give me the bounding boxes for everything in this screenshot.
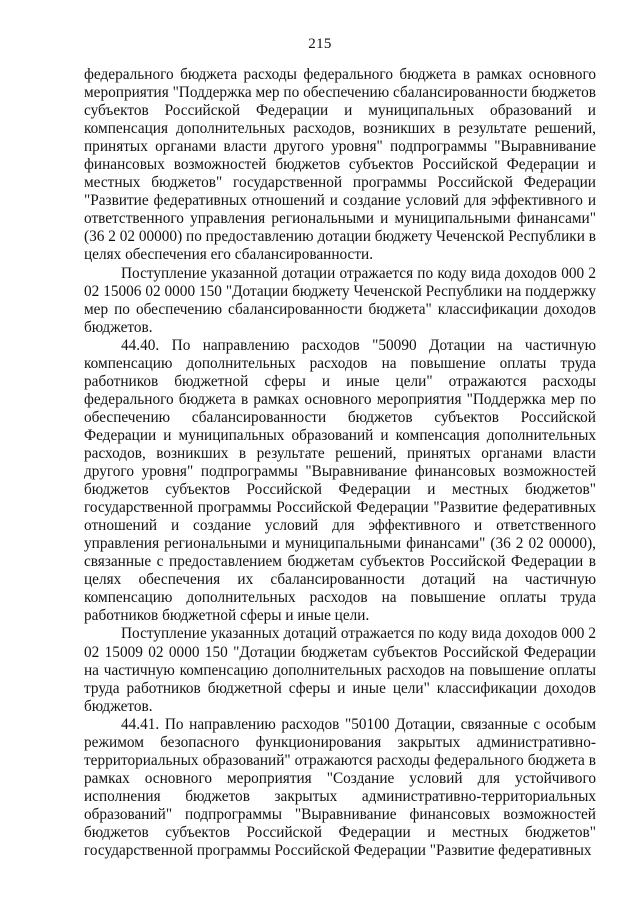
paragraph-revenue-code-15006: Поступление указанной дотации отражается по коду вида доходов 000 2 02 15006 02 0000 150 "Дотации бюджету Чеченской Республики на поддержку мер по обеспечению сбалансированности бюджета" классификации доходов бюджетов. bbox=[84, 264, 596, 336]
paragraph-revenue-code-15009: Поступление указанных дотаций отражается по коду вида доходов 000 2 02 15009 02 0000 150 "Дотации бюджетам субъектов Российской Федерации на частичную компенсацию дополнительных расходов на повышение оплаты труда работников бюджетной сферы и иные цели" классификации доходов бюджетов. bbox=[84, 625, 596, 715]
paragraph-section-44-40: 44.40. По направлению расходов "50090 Дотации на частичную компенсацию дополнительных расходов на повышение оплаты труда работников бюджетной сферы и иные цели" отражаются расходы федерального бюджета в рамках основного мероприятия "Поддержка мер по обеспечению сбалансированности бюджетов субъектов Российской Федерации и муниципальных образований и компенсация дополнительных расходов, возникших в результате решений, принятых органами власти другого уровня" подпрограммы "Выравнивание финансовых возможностей бюджетов субъектов Российской Федерации и местных бюджетов" государственной программы Российской Федерации "Развитие федеративных отношений и создание условий для эффективного и ответственного управления региональными и муниципальными финансами" (36 2 02 00000), связанные с предоставлением бюджетам субъектов Российской Федерации в целях обеспечения их сбалансированности дотаций на частичную компенсацию дополнительных расходов на повышение оплаты труда работников бюджетной сферы и иные цели. bbox=[84, 336, 596, 625]
paragraph-continuation: федерального бюджета расходы федерального бюджета в рамках основного мероприятия "Поддержка мер по обеспечению сбалансированности бюджетов субъектов Российской Федерации и муниципальных образований и компенсация дополнительных расходов, возникших в результате решений, принятых органами власти другого уровня" подпрограммы "Выравнивание финансовых возможностей бюджетов субъектов Российской Федерации и местных бюджетов" государственной программы Российской Федерации "Развитие федеративных отношений и создание условий для эффективного и ответственного управления региональными и муниципальными финансами" (36 2 02 00000) по предоставлению дотации бюджету Чеченской Республики в целях обеспечения его сбалансированности. bbox=[84, 66, 596, 264]
document-body bbox=[84, 66, 596, 860]
paragraph-section-44-41: 44.41. По направлению расходов "50100 Дотации, связанные с особым режимом безопасного функционирования закрытых административно-территориальных образований" отражаются расходы федерального бюджета в рамках основного мероприятия "Создание условий для устойчивого исполнения бюджетов закрытых административно-территориальных образований" подпрограммы "Выравнивание финансовых возможностей бюджетов субъектов Российской Федерации и местных бюджетов" государственной программы Российской Федерации "Развитие федеративных bbox=[84, 715, 596, 860]
page-number: 215 bbox=[308, 36, 332, 52]
